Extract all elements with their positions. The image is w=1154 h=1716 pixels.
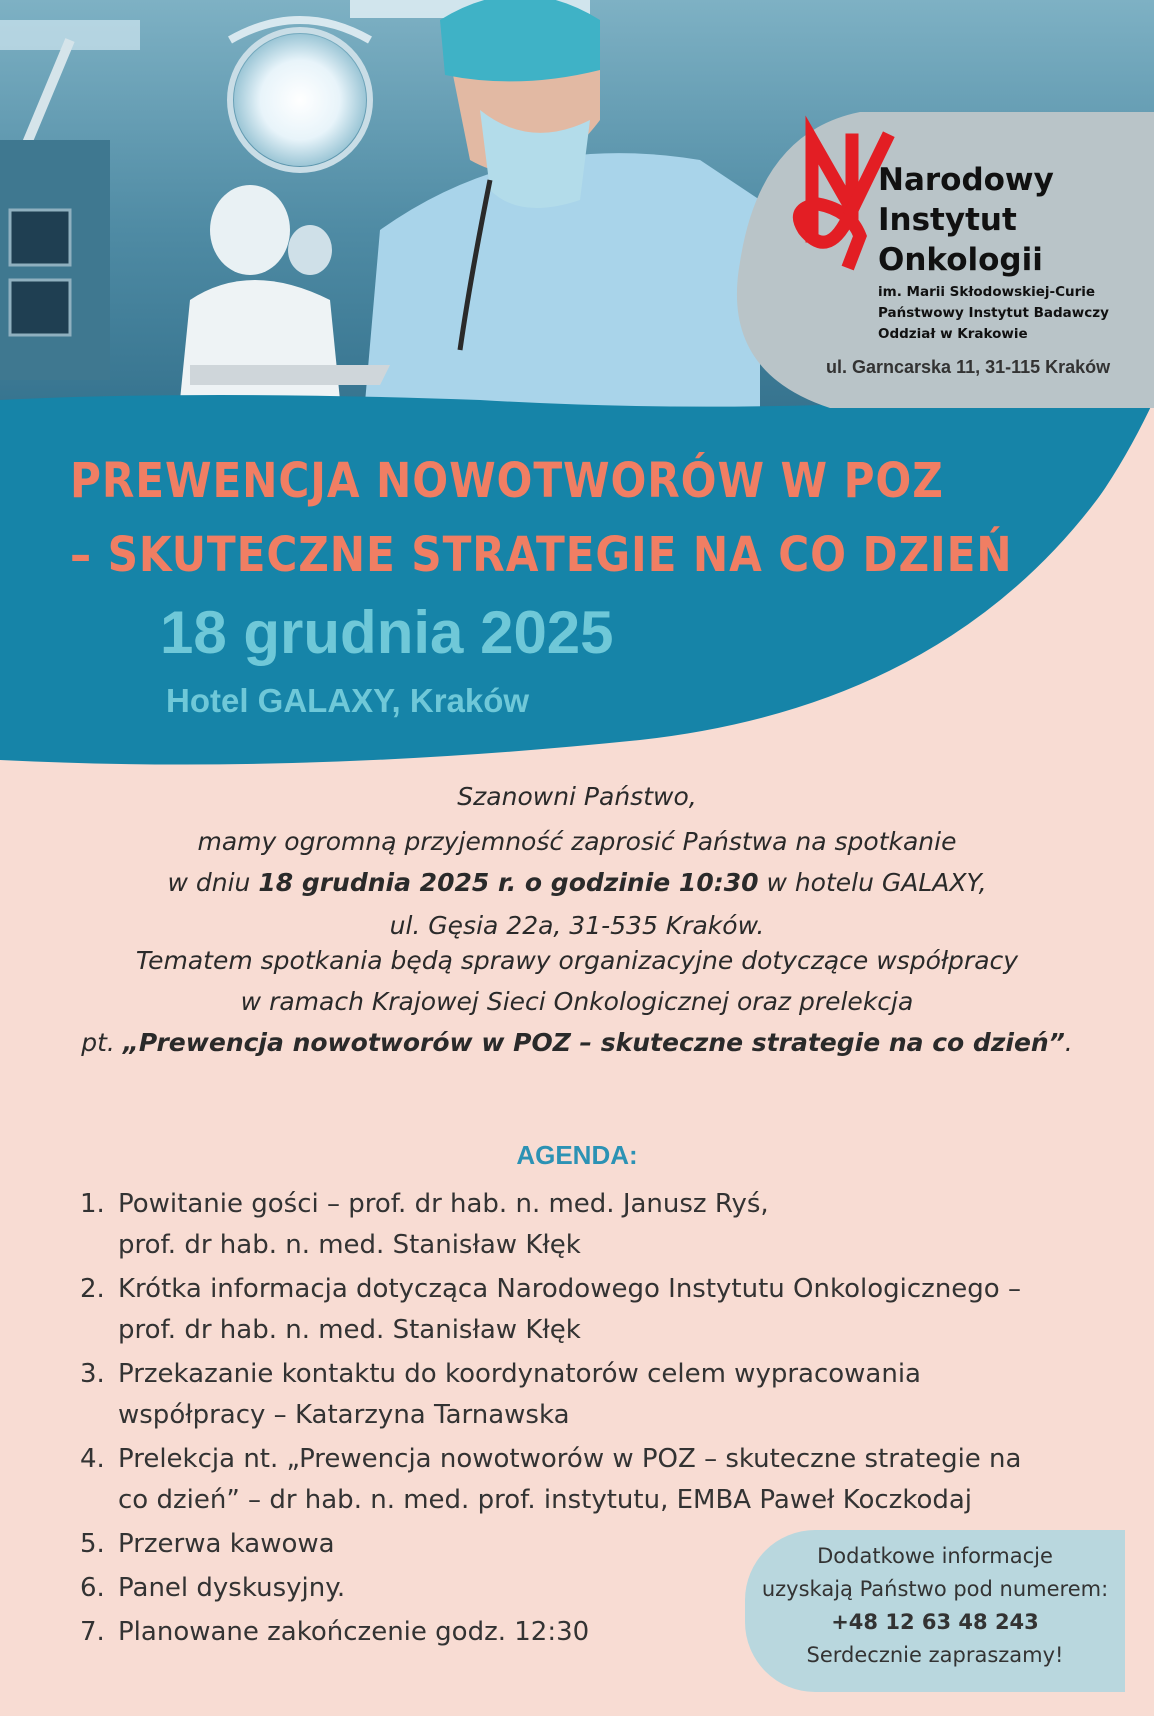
agenda-item	[80, 1439, 1021, 1521]
agenda-number: 7.	[80, 1617, 105, 1647]
logo-line: Instytut	[878, 202, 1017, 238]
agenda-number: 4.	[80, 1444, 105, 1474]
invite-line: w ramach Krajowej Sieci Onkologicznej oraz prelekcja	[240, 987, 914, 1016]
contact-line: uzyskają Państwo pod numerem:	[761, 1577, 1109, 1601]
invite-line-datetime	[0, 868, 1154, 897]
invite-text: .	[1064, 1028, 1073, 1057]
agenda-item	[80, 1269, 1021, 1351]
greeting: Szanowni Państwo,	[457, 782, 697, 811]
agenda-number: 5.	[80, 1529, 105, 1559]
agenda-text: Przekazanie kontaktu do koordynatorów celem wypracowania	[118, 1359, 921, 1389]
agenda-number: 1.	[80, 1189, 105, 1219]
invitation-text	[0, 782, 1154, 1057]
invite-text: pt.	[81, 1028, 123, 1057]
logo-line: Onkologii	[878, 242, 1043, 278]
logo-sub-line: im. Marii Skłodowskiej-Curie	[878, 284, 1096, 300]
agenda-number: 2.	[80, 1274, 105, 1304]
invite-line: mamy ogromną przyjemność zaprosić Państwa na spotkanie	[197, 827, 957, 856]
event-venue: Hotel GALAXY, Kraków	[166, 682, 530, 719]
agenda-number: 6.	[80, 1573, 105, 1603]
agenda-text: prof. dr hab. n. med. Stanisław Kłęk	[118, 1230, 581, 1260]
agenda-text: Powitanie gości – prof. dr hab. n. med. Janusz Ryś,	[118, 1189, 769, 1219]
agenda-number: 3.	[80, 1359, 105, 1389]
logo-sub-line: Oddział w Krakowie	[878, 326, 1028, 342]
contact-closing: Serdecznie zapraszamy!	[806, 1643, 1064, 1667]
event-title	[70, 444, 1013, 592]
logo-name	[878, 160, 1054, 280]
invite-text: w dniu	[167, 868, 259, 897]
agenda-text: prof. dr hab. n. med. Stanisław Kłęk	[118, 1315, 581, 1345]
invite-line-topic	[0, 1028, 1154, 1057]
contact-info-box	[745, 1530, 1125, 1692]
agenda-item	[80, 1184, 1021, 1266]
invite-datetime: 18 grudnia 2025 r. o godzinie 10:30	[258, 868, 759, 897]
agenda-item	[80, 1354, 1021, 1436]
agenda-text: co dzień” – dr hab. n. med. prof. instytutu, EMBA Paweł Koczkodaj	[118, 1485, 973, 1515]
agenda-text: Krótka informacja dotycząca Narodowego Instytutu Onkologicznego –	[118, 1274, 1021, 1304]
logo-line: Narodowy	[878, 162, 1054, 198]
invite-text: w hotelu GALAXY,	[758, 868, 987, 897]
institute-address: ul. Garncarska 11, 31-115 Kraków	[826, 357, 1111, 377]
invite-address: ul. Gęsia 22a, 31-535 Kraków.	[389, 911, 765, 940]
agenda-text: Panel dyskusyjny.	[118, 1573, 346, 1603]
logo-sub-line: Państwowy Instytut Badawczy	[878, 305, 1109, 321]
agenda-text: Prelekcja nt. „Prewencja nowotworów w POZ – skuteczne strategie na	[118, 1444, 1022, 1474]
agenda-heading: AGENDA:	[516, 1140, 638, 1170]
logo-subtitle	[878, 282, 1109, 345]
title-line-1: PREWENCJA NOWOTWORÓW W POZ	[70, 453, 944, 509]
invite-line: Tematem spotkania będą sprawy organizacyjne dotyczące współpracy	[135, 946, 1019, 975]
agenda-text: Planowane zakończenie godz. 12:30	[118, 1617, 590, 1647]
contact-phone: +48 12 63 48 243	[831, 1610, 1039, 1634]
contact-line: Dodatkowe informacje	[817, 1544, 1053, 1568]
title-line-2: – SKUTECZNE STRATEGIE NA CO DZIEŃ	[70, 527, 1013, 583]
agenda-text: Przerwa kawowa	[118, 1529, 335, 1559]
invite-topic: „Prewencja nowotworów w POZ – skuteczne strategie na co dzień”	[122, 1028, 1065, 1057]
agenda-text: współpracy – Katarzyna Tarnawska	[118, 1400, 570, 1430]
event-date: 18 grudnia 2025	[160, 599, 614, 666]
